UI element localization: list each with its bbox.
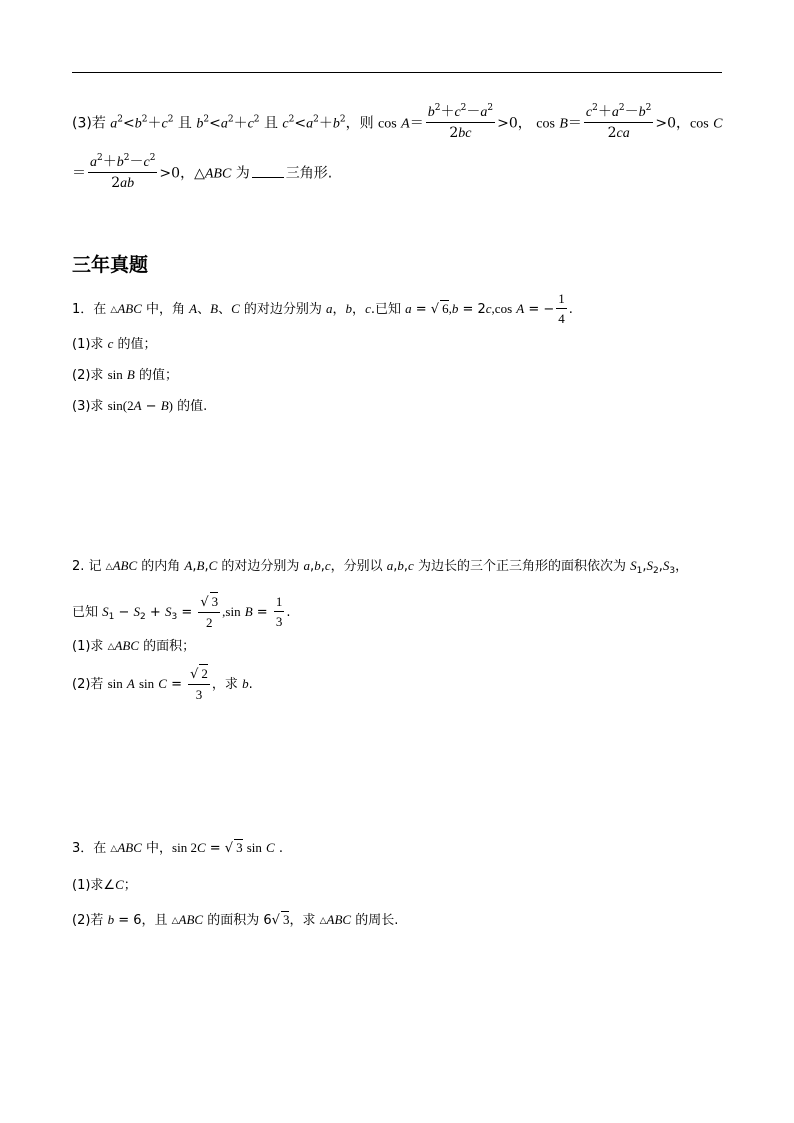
problem-3-part1: (1)求∠C； — [72, 877, 137, 893]
part3-line2: ＝ $\frac{a^2+b^2-c^2}{2ab}$ >0，△ABC 为 三角形. — [72, 153, 333, 191]
problem-3-stem: 3．在 △ABC 中，sin 2C = √ 3 sin C . — [72, 840, 283, 856]
part3-line1: (3)若 $a^2<b^2+c^2$ 且 $b^2<a^2+c^2$ 且 $c^2<a^2+b^2$，则 cos A＝ $\frac{b^2+c^2-a^2}{2bc}$ >0， cos B＝ $\frac{c^2+a^2-b^2}{2ca}$ >0，cos C — [72, 103, 723, 141]
problem-2-part2: (2)若 sin A sin C = $\frac{√ 2}{3}$ ，求 b. — [72, 666, 253, 702]
problem-1-part2: (2)求 sin B 的值； — [72, 367, 178, 383]
problem-2-part1: (1)求 △ABC 的面积； — [72, 638, 196, 654]
problem-1-part3: (3)求 sin(2A − B) 的值. — [72, 398, 208, 414]
problem-3-part2: (2)若 b = 6，且 △ABC 的面积为 6√ 3，求 △ABC 的周长. — [72, 912, 399, 928]
header-rule — [72, 72, 722, 73]
problem-1-stem: 1．在 △ABC 中，角 A、B、C 的对边分别为 a，b，c.已知 a = √ 6,b = 2c,cos A = − $\frac{1}{4}$ . — [72, 291, 573, 326]
answer-blank[interactable] — [252, 165, 284, 178]
problem-2-given: 已知 $S_1 - S_2 + S_3$ = $\frac{√ 3}{2}$ ,sin B = $\frac{1}{3}$ . — [72, 594, 291, 630]
problem-1-part1: (1)求 c 的值； — [72, 336, 157, 352]
section-title: 三年真题 — [72, 254, 149, 276]
problem-2-stem: 2. 记 △ABC 的内角 A,B,C 的对边分别为 a,b,c，分别以 a,b,c 为边长的三个正三角形的面积依次为 $S_1,S_2,S_3$， — [72, 558, 689, 576]
